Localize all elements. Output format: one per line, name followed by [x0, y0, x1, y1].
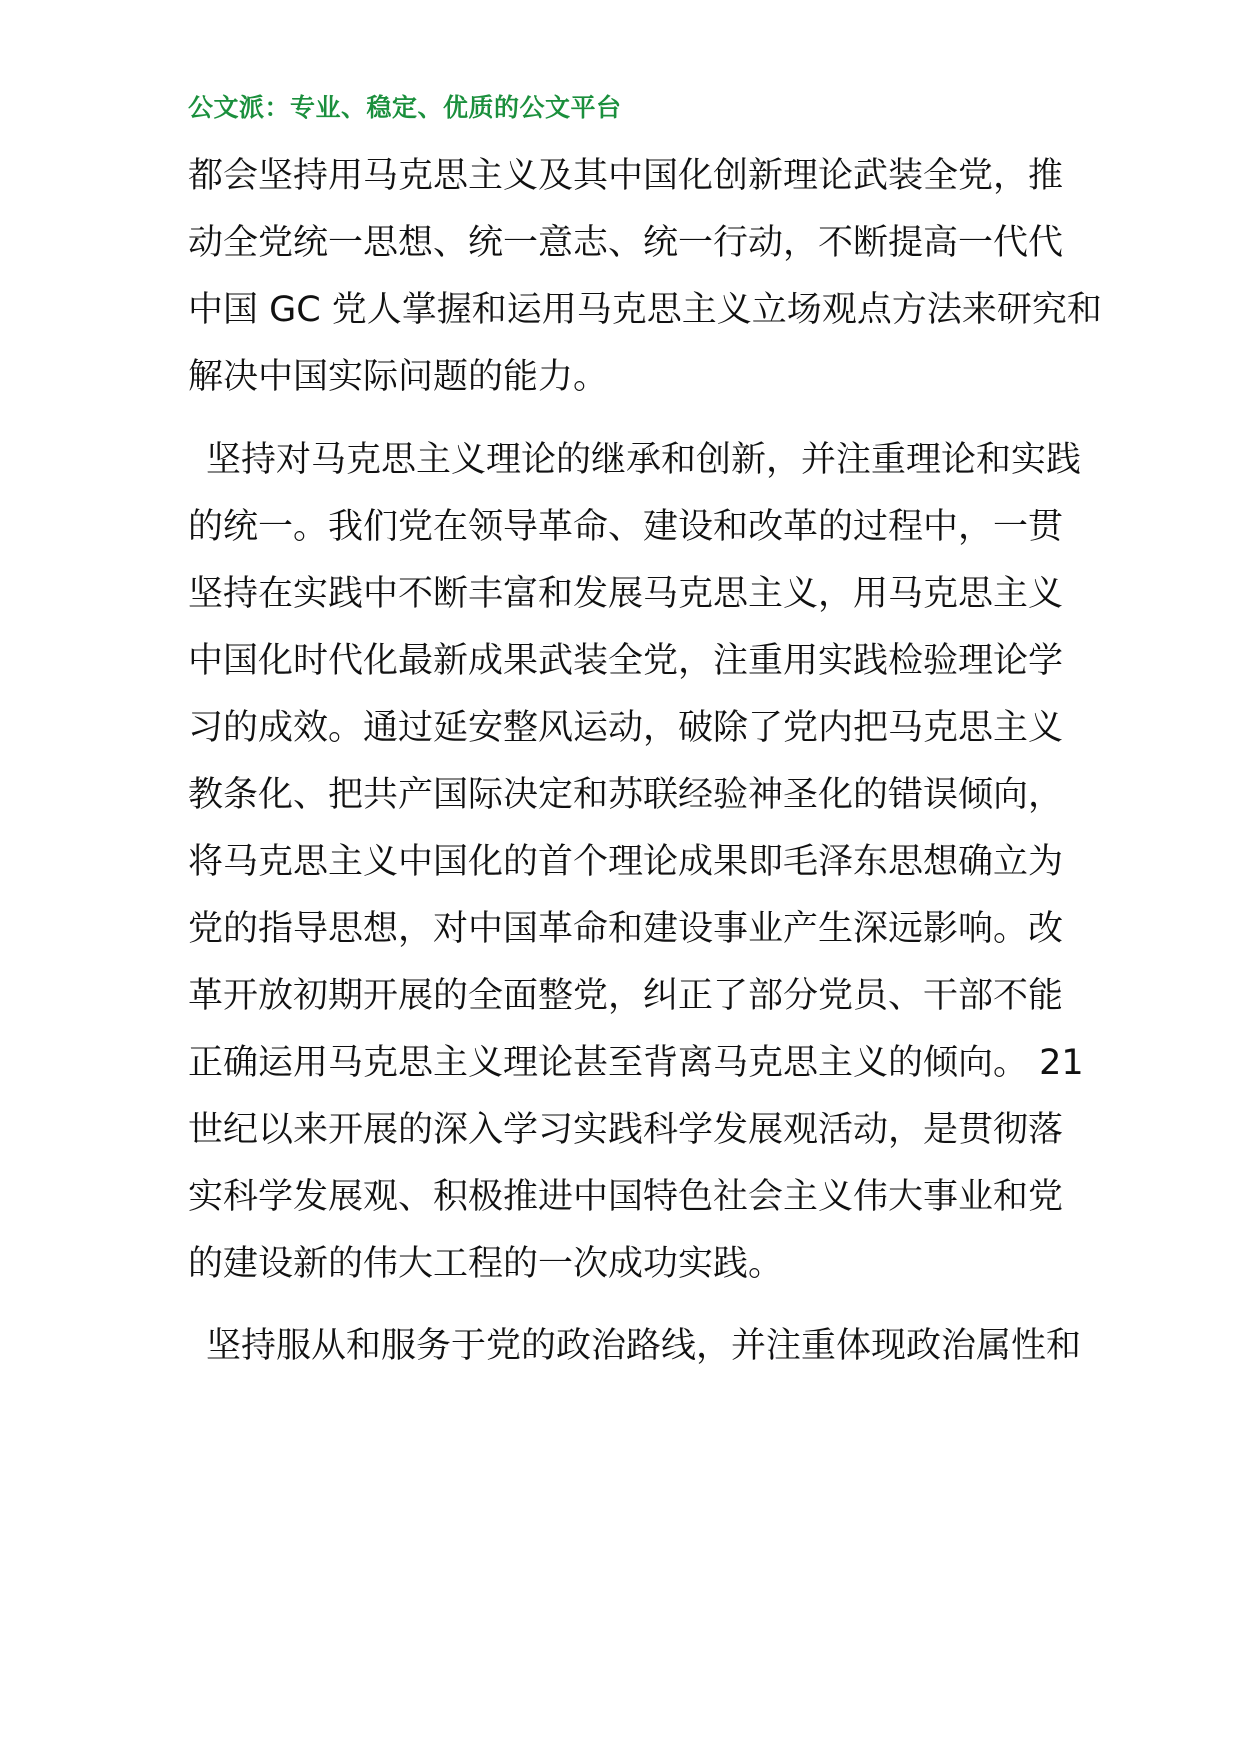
paragraph-2-line-2: 的统一。我们党在领导革命、建设和改革的过程中，一贯: [188, 507, 1064, 547]
paragraph-2-line-1: 坚持对马克思主义理论的继承和创新，并注重理论和实践: [206, 440, 1082, 480]
header-banner: 公文派：专业、稳定、优质的公文平台: [188, 93, 622, 122]
paragraph-2-line-10: 正确运用马克思主义理论甚至背离马克思主义的倾向。 21: [188, 1043, 1084, 1083]
paragraph-2-line-11: 世纪以来开展的深入学习实践科学发展观活动，是贯彻落: [188, 1110, 1064, 1150]
paragraph-1-line-2: 动全党统一思想、统一意志、统一行动，不断提高一代代: [188, 223, 1064, 263]
paragraph-2-line-3: 坚持在实践中不断丰富和发展马克思主义，用马克思主义: [188, 574, 1064, 614]
paragraph-2-line-4: 中国化时代化最新成果武装全党，注重用实践检验理论学: [188, 641, 1064, 681]
paragraph-2-line-9: 革开放初期开展的全面整党，纠正了部分党员、干部不能: [188, 976, 1064, 1016]
paragraph-2-line-5: 习的成效。通过延安整风运动，破除了党内把马克思主义: [188, 708, 1064, 748]
paragraph-2-line-7: 将马克思主义中国化的首个理论成果即毛泽东思想确立为: [188, 842, 1064, 882]
paragraph-1-line-3: 中国 GC 党人掌握和运用马克思主义立场观点方法来研究和: [188, 290, 1102, 330]
paragraph-1-line-1: 都会坚持用马克思主义及其中国化创新理论武装全党，推: [188, 156, 1064, 196]
paragraph-2-line-12: 实科学发展观、积极推进中国特色社会主义伟大事业和党: [188, 1177, 1064, 1217]
paragraph-3-line-1: 坚持服从和服务于党的政治路线，并注重体现政治属性和: [206, 1326, 1082, 1366]
paragraph-2-line-8: 党的指导思想，对中国革命和建设事业产生深远影响。改: [188, 909, 1064, 949]
paragraph-2-line-6: 教条化、把共产国际决定和苏联经验神圣化的错误倾向，: [188, 775, 1064, 815]
paragraph-1-line-4: 解决中国实际问题的能力。: [188, 357, 609, 397]
paragraph-2-line-13: 的建设新的伟大工程的一次成功实践。: [188, 1244, 784, 1284]
